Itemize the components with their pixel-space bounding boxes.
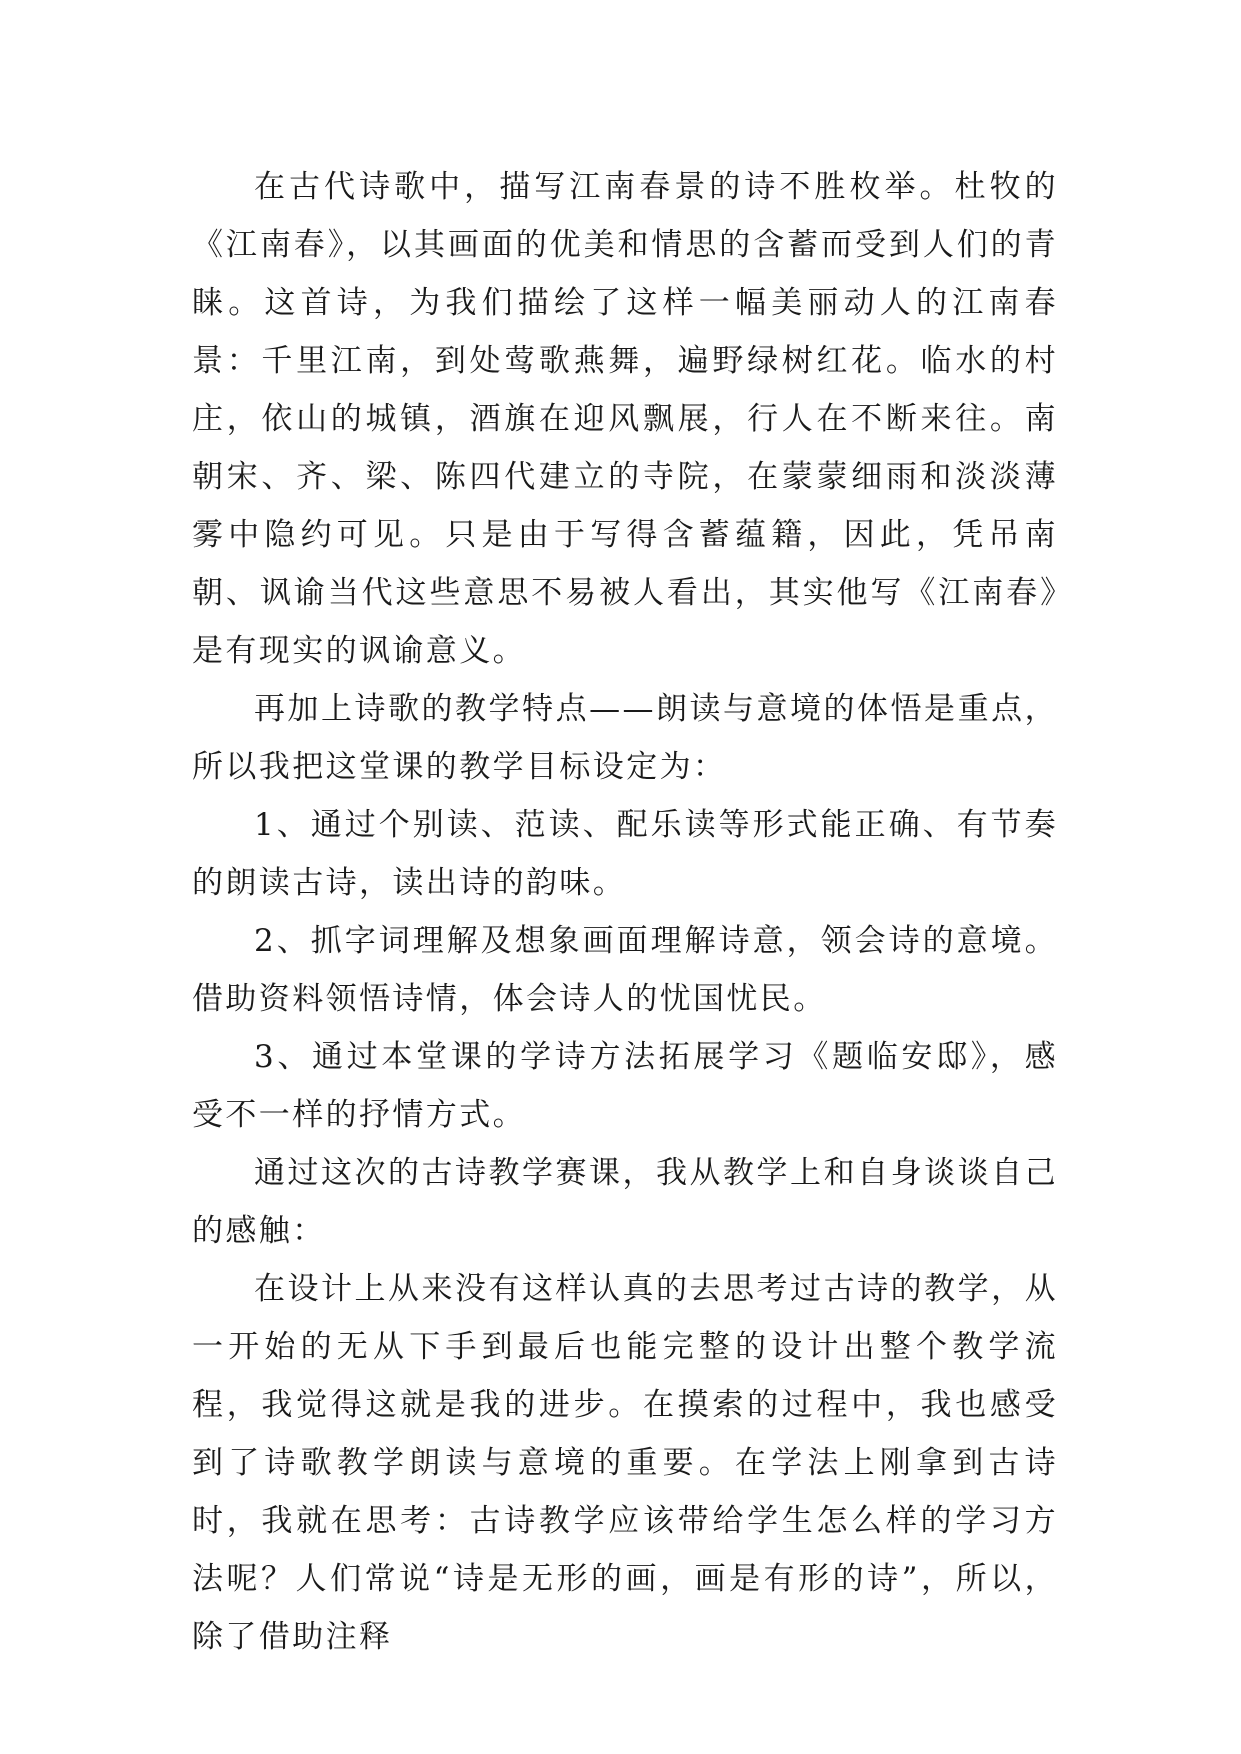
- document-page: [192, 158, 1058, 1666]
- paragraph-reflection-intro: 通过这次的古诗教学赛课，我从教学上和自身谈谈自己的感触：: [192, 1155, 1058, 1249]
- paragraph-goal-1: 1、通过个别读、范读、配乐读等形式能正确、有节奏的朗读古诗，读出诗的韵味。: [192, 807, 1058, 901]
- paragraph-goal-2: 2、抓字词理解及想象画面理解诗意，领会诗的意境。借助资料领悟诗情，体会诗人的忧国忧民。: [192, 923, 1058, 1017]
- paragraph-design-reflection: 在设计上从来没有这样认真的去思考过古诗的教学，从一开始的无从下手到最后也能完整的设计出整个教学流程，我觉得这就是我的进步。在摸索的过程中，我也感受到了诗歌教学朗读与意境的重要。在学法上刚拿到古诗时，我就在思考：古诗教学应该带给学生怎么样的学习方法呢？人们常说“诗是无形的画，画是有形的诗”，所以，除了借助注释: [192, 1271, 1058, 1655]
- paragraph-teaching-focus: 再加上诗歌的教学特点——朗读与意境的体悟是重点，所以我把这堂课的教学目标设定为：: [192, 691, 1058, 785]
- paragraph-goal-3: 3、通过本堂课的学诗方法拓展学习《题临安邸》，感受不一样的抒情方式。: [192, 1039, 1058, 1133]
- paragraph-intro-jiangnan-chun: 在古代诗歌中，描写江南春景的诗不胜枚举。杜牧的《江南春》，以其画面的优美和情思的含蓄而受到人们的青睐。这首诗，为我们描绘了这样一幅美丽动人的江南春景：千里江南，到处莺歌燕舞，遍野绿树红花。临水的村庄，依山的城镇，酒旗在迎风飘展，行人在不断来往。南朝宋、齐、梁、陈四代建立的寺院，在蒙蒙细雨和淡淡薄雾中隐约可见。只是由于写得含蓄蕴籍，因此，凭吊南朝、讽谕当代这些意思不易被人看出，其实他写《江南春》是有现实的讽谕意义。: [192, 169, 1058, 669]
